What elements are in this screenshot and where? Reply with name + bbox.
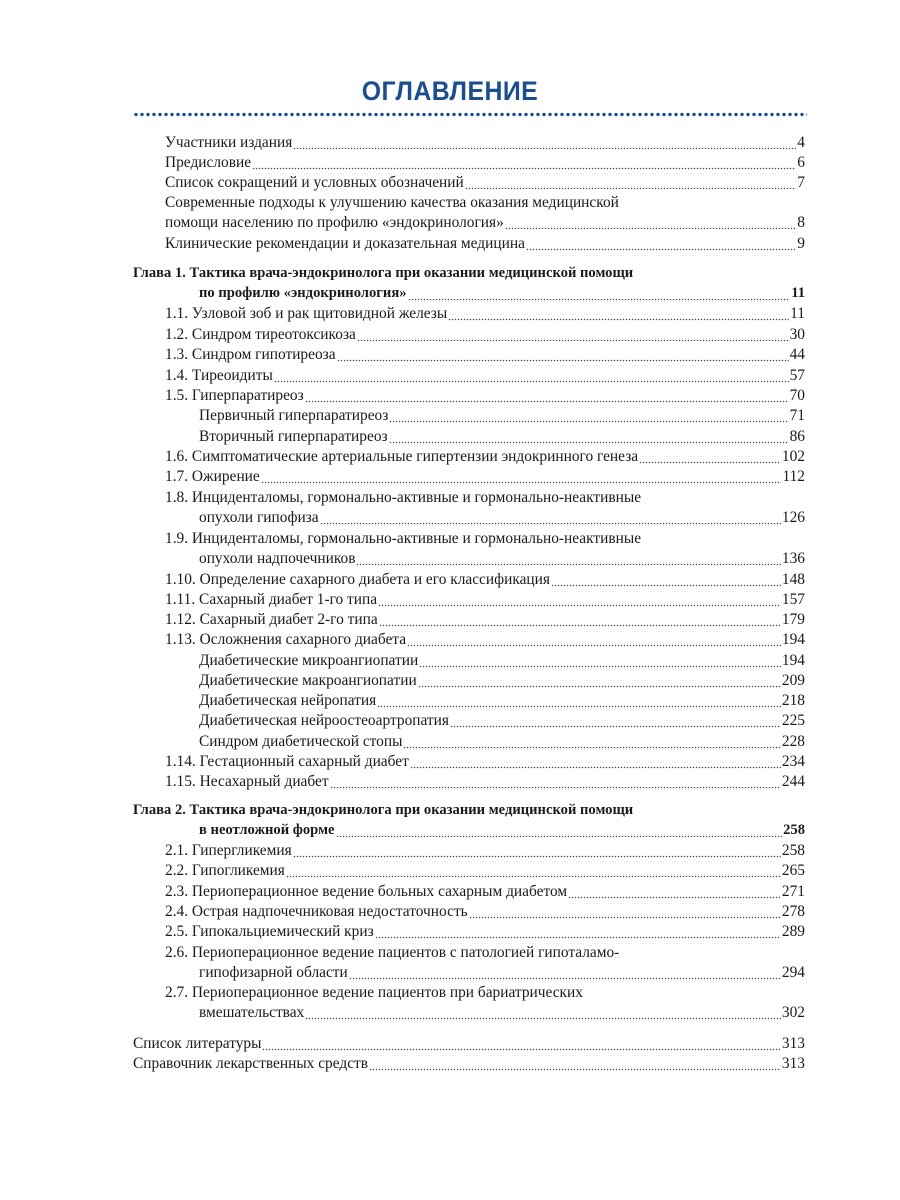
toc-entry[interactable] [0, 366, 900, 386]
toc-entry-title: 1.8. Инциденталомы, гормонально-активные и гормонально-неактивные [165, 489, 642, 506]
dot-leader [330, 772, 781, 791]
toc-page-number: 313 [781, 1055, 805, 1072]
toc-entry[interactable] [0, 488, 900, 529]
page-title: ОГЛАВЛЕНИЕ [361, 76, 539, 106]
dot-leader [305, 386, 789, 405]
toc-page-number: 126 [781, 509, 805, 527]
toc-entry[interactable] [0, 325, 900, 345]
toc-entry[interactable] [0, 345, 900, 365]
toc-page-number: 278 [781, 903, 805, 920]
toc-entry-title: 1.7. Ожирение [165, 468, 260, 485]
toc-entry[interactable] [0, 841, 900, 861]
toc-page-number: 218 [781, 692, 805, 709]
toc-entry-title: 1.12. Сахарный диабет 2-го типа [165, 611, 378, 628]
toc-entry-title: опухоли гипофиза [199, 509, 319, 527]
toc-page-number: 30 [789, 326, 805, 343]
toc-entry-title: 1.15. Несахарный диабет [165, 773, 329, 790]
dot-leader [403, 732, 780, 751]
dot-leader [419, 651, 781, 670]
toc-entry[interactable] [0, 234, 900, 254]
dot-leader [379, 610, 781, 629]
toc-entry[interactable] [0, 590, 900, 610]
toc-page-number: 11 [791, 285, 805, 302]
dot-leader [336, 821, 783, 840]
toc-page-number: 7 [797, 174, 805, 191]
toc-entry-title: Современные подходы к улучшению качества оказания медицинской [165, 194, 619, 211]
toc-entry[interactable] [0, 922, 900, 942]
dot-leader [349, 963, 781, 982]
toc-entry-title: 1.2. Синдром тиреотоксикоза [165, 326, 356, 343]
dot-leader [261, 467, 782, 486]
toc-entry[interactable] [0, 902, 900, 922]
toc-entry-title: Справочник лекарственных средств [133, 1055, 369, 1072]
dot-leader [377, 691, 781, 710]
toc-page-number: 11 [790, 305, 805, 322]
toc-entry[interactable] [0, 264, 900, 305]
dot-leader [410, 752, 781, 771]
dot-leader [357, 325, 789, 344]
toc-entry[interactable] [0, 304, 900, 324]
toc-page-number: 112 [782, 468, 805, 485]
toc-entry-title: 1.10. Определение сахарного диабета и его классификация [165, 571, 550, 588]
toc-entry[interactable] [0, 386, 900, 406]
toc-page-number: 8 [797, 214, 805, 232]
toc-entry[interactable] [0, 610, 900, 630]
toc-entry-title: 1.3. Синдром гипотиреоза [165, 346, 336, 363]
toc-page-number: 86 [789, 428, 805, 445]
toc-entry[interactable] [0, 630, 900, 650]
toc-entry[interactable] [0, 1054, 900, 1074]
toc-entry-title: 2.7. Периоперационное ведение пациентов при бариатрических [165, 984, 583, 1001]
toc-entry-title: 1.14. Гестационный сахарный диабет [165, 753, 409, 770]
dot-leader [407, 630, 781, 649]
dot-leader [378, 590, 781, 609]
dot-leader [469, 902, 781, 921]
toc-entry[interactable] [0, 133, 900, 153]
toc-entry-title: Глава 2. Тактика врача-эндокринолога при оказании медицинской помощи [133, 802, 634, 818]
dot-leader [448, 304, 789, 323]
dot-leader [408, 284, 791, 303]
dot-leader [337, 345, 789, 364]
toc-entry-title: 2.5. Гипокальциемический криз [165, 923, 374, 940]
toc-page-number: 44 [789, 346, 805, 363]
toc-entry[interactable] [0, 153, 900, 173]
toc-page-number: 9 [797, 235, 805, 252]
toc-entry[interactable] [0, 691, 900, 711]
dot-leader [252, 153, 796, 172]
toc-page-number: 4 [797, 134, 805, 151]
dot-leader [286, 861, 781, 880]
dot-leader [389, 427, 789, 446]
dot-leader [450, 711, 781, 730]
dot-leader [293, 133, 796, 152]
toc-entry-title: Глава 1. Тактика врача-эндокринолога при оказании медицинской помощи [133, 265, 634, 281]
toc-entry-title: 2.1. Гипергликемия [165, 842, 292, 859]
toc-entry-title: 2.2. Гипогликемия [165, 862, 285, 879]
toc-entry-title: 1.5. Гиперпаратиреоз [165, 387, 304, 404]
dot-leader [465, 173, 797, 192]
dot-leader [639, 447, 781, 466]
dot-leader [262, 1034, 780, 1053]
toc-page-number: 6 [797, 154, 805, 171]
toc-entry-title: Вторичный гиперпаратиреоз [199, 428, 388, 445]
toc-entry-title: 2.3. Периоперационное ведение больных сахарным диабетом [165, 883, 568, 900]
toc-entry-title: Диабетическая нейроостеоартропатия [199, 712, 449, 729]
toc-page-number: 271 [781, 883, 805, 900]
toc-page-number: 209 [781, 672, 805, 689]
dot-leader [320, 508, 781, 527]
toc-page-number: 225 [781, 712, 805, 729]
toc-page-number: 228 [781, 733, 805, 750]
toc-entry-title: Клинические рекомендации и доказательная медицина [165, 235, 525, 252]
toc-entry[interactable] [0, 193, 900, 234]
toc-page-number: 136 [781, 550, 805, 568]
dot-leader [505, 213, 797, 232]
toc-entry[interactable] [0, 427, 900, 447]
toc-entry[interactable] [0, 752, 900, 772]
toc-entry-title: вмешательствах [199, 1004, 305, 1022]
toc-page-number: 194 [781, 631, 805, 648]
toc-page-number: 313 [781, 1035, 805, 1052]
toc-entry-title: 2.6. Периоперационное ведение пациентов с патологией гипоталамо- [165, 944, 620, 961]
toc-page-number: 194 [781, 652, 805, 669]
toc-entry-title: Предисловие [165, 154, 252, 171]
toc-entry-title: помощи населению по профилю «эндокринология» [165, 214, 504, 232]
dot-leader [356, 549, 780, 568]
toc-page-number: 234 [781, 753, 805, 770]
toc-entry[interactable] [0, 651, 900, 671]
toc-page-number: 258 [781, 842, 805, 859]
toc-page-number: 265 [781, 862, 805, 879]
toc-entry[interactable] [0, 732, 900, 752]
dot-leader [389, 406, 788, 425]
dot-leader [568, 882, 781, 901]
toc-entry-title: гипофизарной области [199, 964, 348, 982]
toc-entry-title: 2.4. Острая надпочечниковая недостаточность [165, 903, 468, 920]
toc-entry-title: Первичный гиперпаратиреоз [199, 407, 389, 424]
toc-entry-title: Синдром диабетической стопы [199, 733, 403, 750]
toc-entry[interactable] [0, 467, 900, 487]
dot-leader [369, 1054, 781, 1073]
toc-page-number: 294 [781, 964, 805, 982]
toc-entry-title: 1.6. Симптоматические артериальные гипертензии эндокринного генеза [165, 448, 639, 465]
toc-page-number: 102 [781, 448, 805, 465]
toc-entry[interactable] [0, 447, 900, 467]
toc-entry[interactable] [0, 173, 900, 193]
toc-entry-title: Диабетическая нейропатия [199, 692, 377, 709]
toc-entry[interactable] [0, 529, 900, 570]
toc-entry-title: Диабетические макроангиопатии [199, 672, 417, 689]
toc-entry-title: опухоли надпочечников [199, 550, 356, 568]
toc-entry-title: Список литературы [133, 1035, 262, 1052]
dot-leader [305, 1003, 781, 1022]
toc-entry-title: Список сокращений и условных обозначений [165, 174, 464, 191]
toc-page-number: 148 [781, 571, 805, 588]
toc-entry[interactable] [0, 943, 900, 984]
toc-page-number: 70 [789, 387, 805, 404]
toc-entry-title: в неотложной форме [199, 822, 335, 839]
toc-page-number: 289 [781, 923, 805, 940]
toc-entry[interactable] [0, 801, 900, 842]
toc-page-number: 244 [781, 773, 805, 790]
toc-entry-title: Участники издания [165, 134, 293, 151]
toc-entry-title: Диабетические микроангиопатии [199, 652, 419, 669]
dot-leader [375, 922, 781, 941]
toc-entry[interactable] [0, 861, 900, 881]
toc-page-number: 57 [789, 367, 805, 384]
toc-entry-title: 1.1. Узловой зоб и рак щитовидной железы [165, 305, 448, 322]
toc-entry[interactable] [0, 671, 900, 691]
toc-entry-title: 1.4. Тиреоидиты [165, 367, 273, 384]
toc-entry[interactable] [0, 772, 900, 792]
toc-entry[interactable] [0, 1034, 900, 1054]
toc-page-number: 157 [781, 591, 805, 608]
toc-entry[interactable] [0, 882, 900, 902]
toc-entry-title: по профилю «эндокринология» [199, 285, 407, 302]
toc-entry-title: 1.13. Осложнения сахарного диабета [165, 631, 407, 648]
toc-page-number: 179 [781, 611, 805, 628]
toc-entry[interactable] [0, 406, 900, 426]
toc-entry[interactable] [0, 983, 900, 1024]
dot-leader [551, 570, 781, 589]
dot-leader [274, 366, 789, 385]
toc-entry[interactable] [0, 570, 900, 590]
toc-page-number: 258 [783, 822, 805, 839]
dot-leader [293, 841, 781, 860]
dot-leader [418, 671, 781, 690]
toc-page-number: 302 [781, 1004, 805, 1022]
dot-leader [526, 234, 796, 253]
toc-entry[interactable] [0, 711, 900, 731]
toc-entry-title: 1.9. Инциденталомы, гормонально-активные и гормонально-неактивные [165, 530, 642, 547]
toc-entry-title: 1.11. Сахарный диабет 1-го типа [165, 591, 378, 608]
toc-page-number: 71 [789, 407, 805, 424]
